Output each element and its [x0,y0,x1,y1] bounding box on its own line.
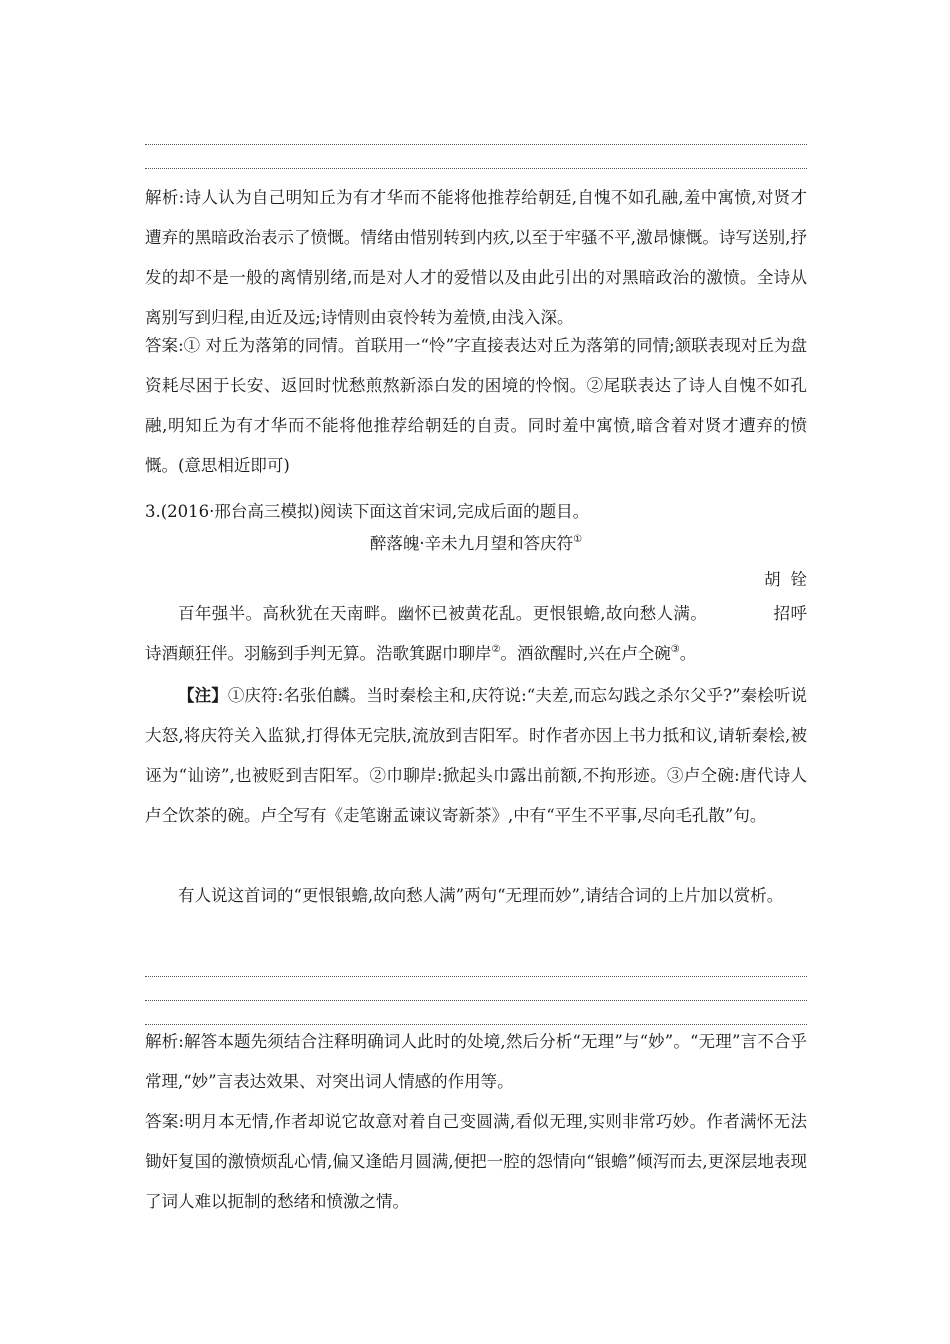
poem-lower: 招呼诗酒颠狂伴。羽觞到手判无算。浩歌箕踞巾聊岸 [145,604,807,663]
answer-line [145,168,807,169]
q3-question: 有人说这首词的“更恨银蟾,故向愁人满”两句“无理而妙”,请结合词的上片加以赏析。 [178,886,784,905]
poem-upper: 百年强半。高秋犹在天南畔。幽怀已被黄花乱。更恨银蟾,故向愁人满。 [178,604,708,623]
poem-title [145,524,807,564]
q2-answer: 答案:① 对丘为落第的同情。首联用一“怜”字直接表达对丘为落第的同情;颔联表现对丘为盘资耗尽困于长安、返回时忧愁煎熬新添白发的困境的怜悯。②尾联表达了诗人自愧不如孔融,明知丘为有才华而不能将他推荐给朝廷的自责。同时羞中寓愤,暗含着对贤才遭弃的愤慨。(意思相近即可) [145,336,807,475]
q2-analysis: 解析:诗人认为自己明知丘为有才华而不能将他推荐给朝廷,自愧不如孔融,羞中寓愤,对贤才遭弃的黑暗政治表示了愤慨。情绪由惜别转到内疚,以至于牢骚不平,激昂慷慨。诗写送别,抒发的却不是一般的离情别绪,而是对人才的爱惜以及由此引出的对黑暗政治的激愤。全诗从离别写到归程,由近及远;诗情则由哀怜转为羞愤,由浅入深。 [145,188,807,327]
poem-text [145,594,807,674]
poem-author-text: 胡铨 [764,570,817,589]
poem-lower-cont: 。酒欲醒时,兴在卢仝碗 [500,644,671,663]
poem-title-text: 醉落魄·辛未九月望和答庆符 [369,534,574,553]
footnote-mark: ① [573,534,583,545]
note-text: ①庆符:名张伯麟。当时秦桧主和,庆符说:“夫差,而忘勾践之杀尔父乎?”秦桧听说大怒,将庆符关入监狱,打得体无完肤,流放到吉阳军。时作者亦因上书力抵和议,请斩秦桧,被诬为“讪谤”,也被贬到吉阳军。②巾聊岸:掀起头巾露出前额,不拘形迹。③卢仝碗:唐代诗人卢仝饮茶的碗。卢仝写有《走笔谢孟谏议寄新茶》,中有“平生不平事,尽向毛孔散”句。 [145,686,808,825]
poem-end: 。 [679,644,697,663]
note-label: 【注】 [178,686,228,705]
q3-analysis: 解析:解答本题先须结合注释明确词人此时的处境,然后分析“无理”与“妙”。“无理”言不合乎常理,“妙”言表达效果、对突出词人情感的作用等。 [145,1032,807,1091]
answer-line [145,976,807,977]
footnote-mark: ② [491,644,501,655]
answer-line [145,1000,807,1001]
answer-line [145,144,807,145]
footnote-mark: ③ [670,644,680,655]
poem-notes [145,676,807,836]
q3-answer: 答案:明月本无情,作者却说它故意对着自己变圆满,看似无理,实则非常巧妙。作者满怀无法锄奸复国的激愤烦乱心情,偏又逢皓月圆满,便把一腔的怨情向“银蟾”倾泻而去,更深层地表现了词人难以扼制的愁绪和愤激之情。 [145,1112,807,1211]
q3-prompt: 3.(2016·邢台高三模拟)阅读下面这首宋词,完成后面的题目。 [145,502,590,521]
